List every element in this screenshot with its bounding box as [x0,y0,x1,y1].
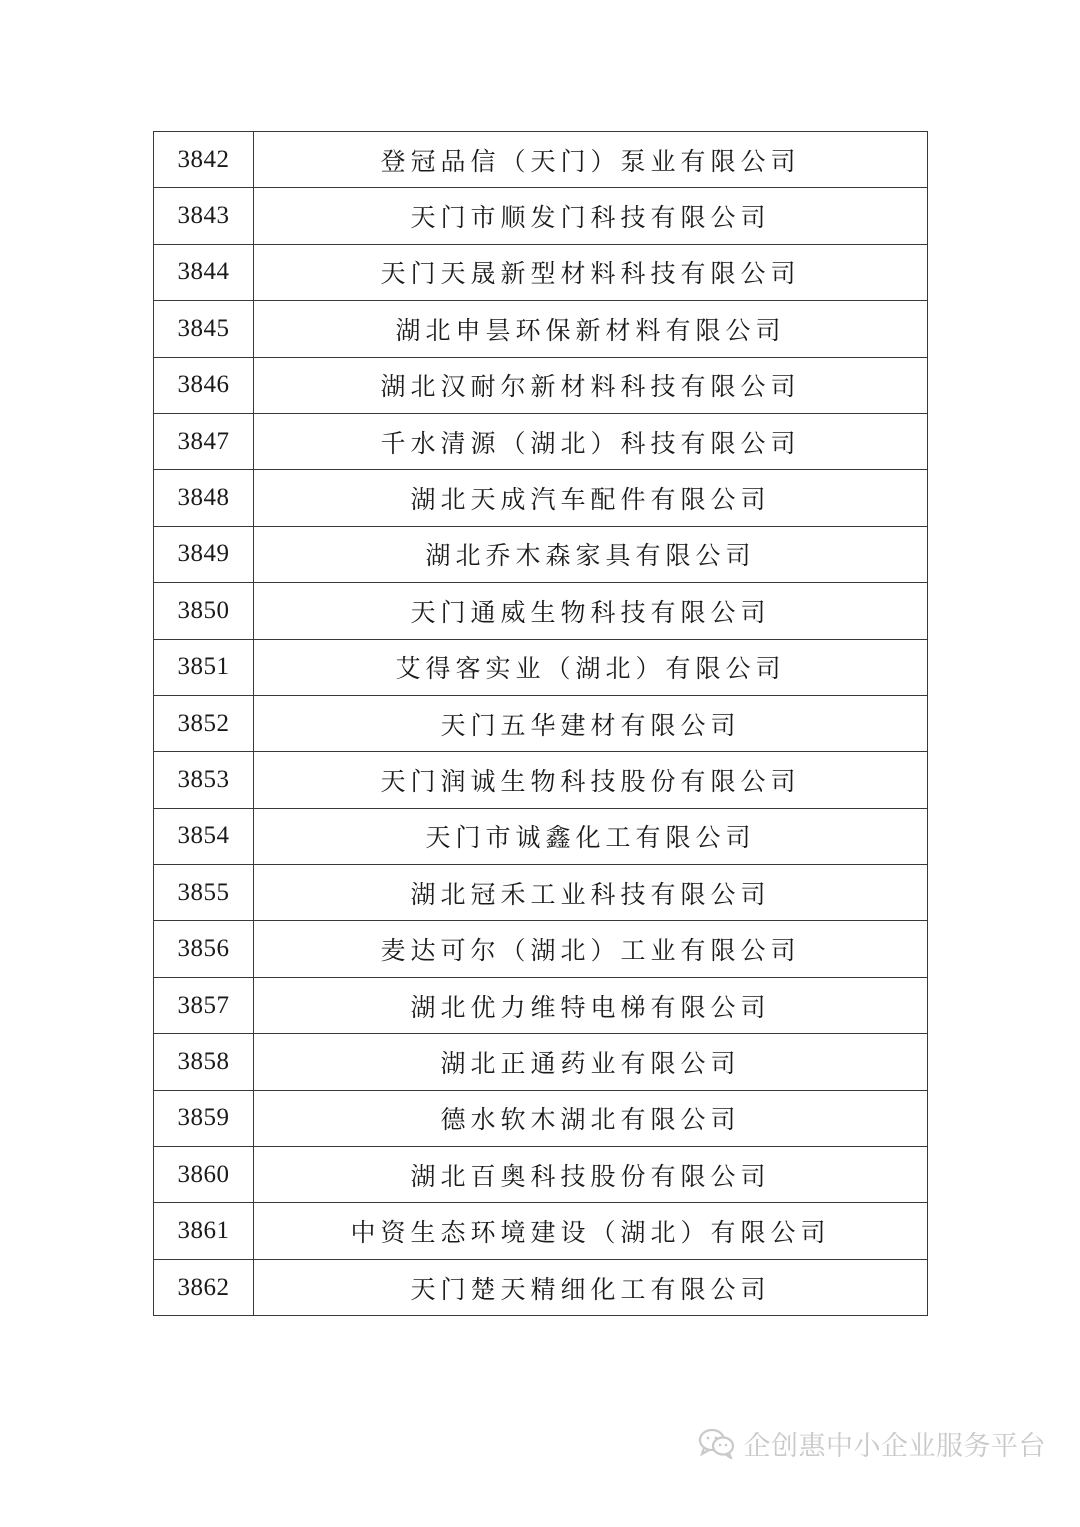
company-name: 湖北乔木森家具有限公司 [254,526,928,582]
row-number: 3851 [154,639,254,695]
table-row [154,808,928,864]
company-name: 德水软木湖北有限公司 [254,1090,928,1146]
company-name: 天门天晟新型材料科技有限公司 [254,244,928,300]
company-name: 天门五华建材有限公司 [254,695,928,751]
company-name: 湖北申昙环保新材料有限公司 [254,301,928,357]
company-name: 麦达可尔（湖北）工业有限公司 [254,921,928,977]
table-row [154,1147,928,1203]
table-row [154,752,928,808]
company-name: 天门市顺发门科技有限公司 [254,188,928,244]
row-number: 3849 [154,526,254,582]
row-number: 3842 [154,132,254,188]
company-table [153,131,928,1316]
table-row [154,1203,928,1259]
row-number: 3843 [154,188,254,244]
row-number: 3847 [154,413,254,469]
row-number: 3861 [154,1203,254,1259]
row-number: 3858 [154,1034,254,1090]
row-number: 3853 [154,752,254,808]
table-row [154,413,928,469]
company-name: 中资生态环境建设（湖北）有限公司 [254,1203,928,1259]
row-number: 3859 [154,1090,254,1146]
table-row [154,865,928,921]
table-row [154,1259,928,1315]
row-number: 3862 [154,1259,254,1315]
table-row [154,639,928,695]
row-number: 3850 [154,583,254,639]
row-number: 3854 [154,808,254,864]
table-row [154,583,928,639]
source-watermark [698,1423,1047,1463]
company-name: 天门楚天精细化工有限公司 [254,1259,928,1315]
company-name: 湖北汉耐尔新材料科技有限公司 [254,357,928,413]
table-row [154,188,928,244]
row-number: 3860 [154,1147,254,1203]
table-row [154,921,928,977]
company-name: 登冠品信（天门）泵业有限公司 [254,132,928,188]
table-row [154,357,928,413]
table-row [154,526,928,582]
table-row [154,244,928,300]
wechat-icon [698,1427,736,1459]
table-row [154,301,928,357]
company-name: 湖北百奥科技股份有限公司 [254,1147,928,1203]
row-number: 3844 [154,244,254,300]
row-number: 3848 [154,470,254,526]
company-name: 天门通威生物科技有限公司 [254,583,928,639]
row-number: 3857 [154,977,254,1033]
company-name: 湖北天成汽车配件有限公司 [254,470,928,526]
row-number: 3856 [154,921,254,977]
row-number: 3852 [154,695,254,751]
table-row [154,470,928,526]
company-name: 艾得客实业（湖北）有限公司 [254,639,928,695]
company-name: 湖北冠禾工业科技有限公司 [254,865,928,921]
row-number: 3845 [154,301,254,357]
company-name: 天门市诚鑫化工有限公司 [254,808,928,864]
company-table-body [154,132,928,1316]
company-name: 湖北优力维特电梯有限公司 [254,977,928,1033]
table-row [154,132,928,188]
table-row [154,1090,928,1146]
table-row [154,695,928,751]
table-row [154,1034,928,1090]
company-name: 千水清源（湖北）科技有限公司 [254,413,928,469]
watermark-text: 企创惠中小企业服务平台 [743,1430,1046,1462]
company-name: 湖北正通药业有限公司 [254,1034,928,1090]
row-number: 3855 [154,865,254,921]
row-number: 3846 [154,357,254,413]
table-row [154,977,928,1033]
company-name: 天门润诚生物科技股份有限公司 [254,752,928,808]
